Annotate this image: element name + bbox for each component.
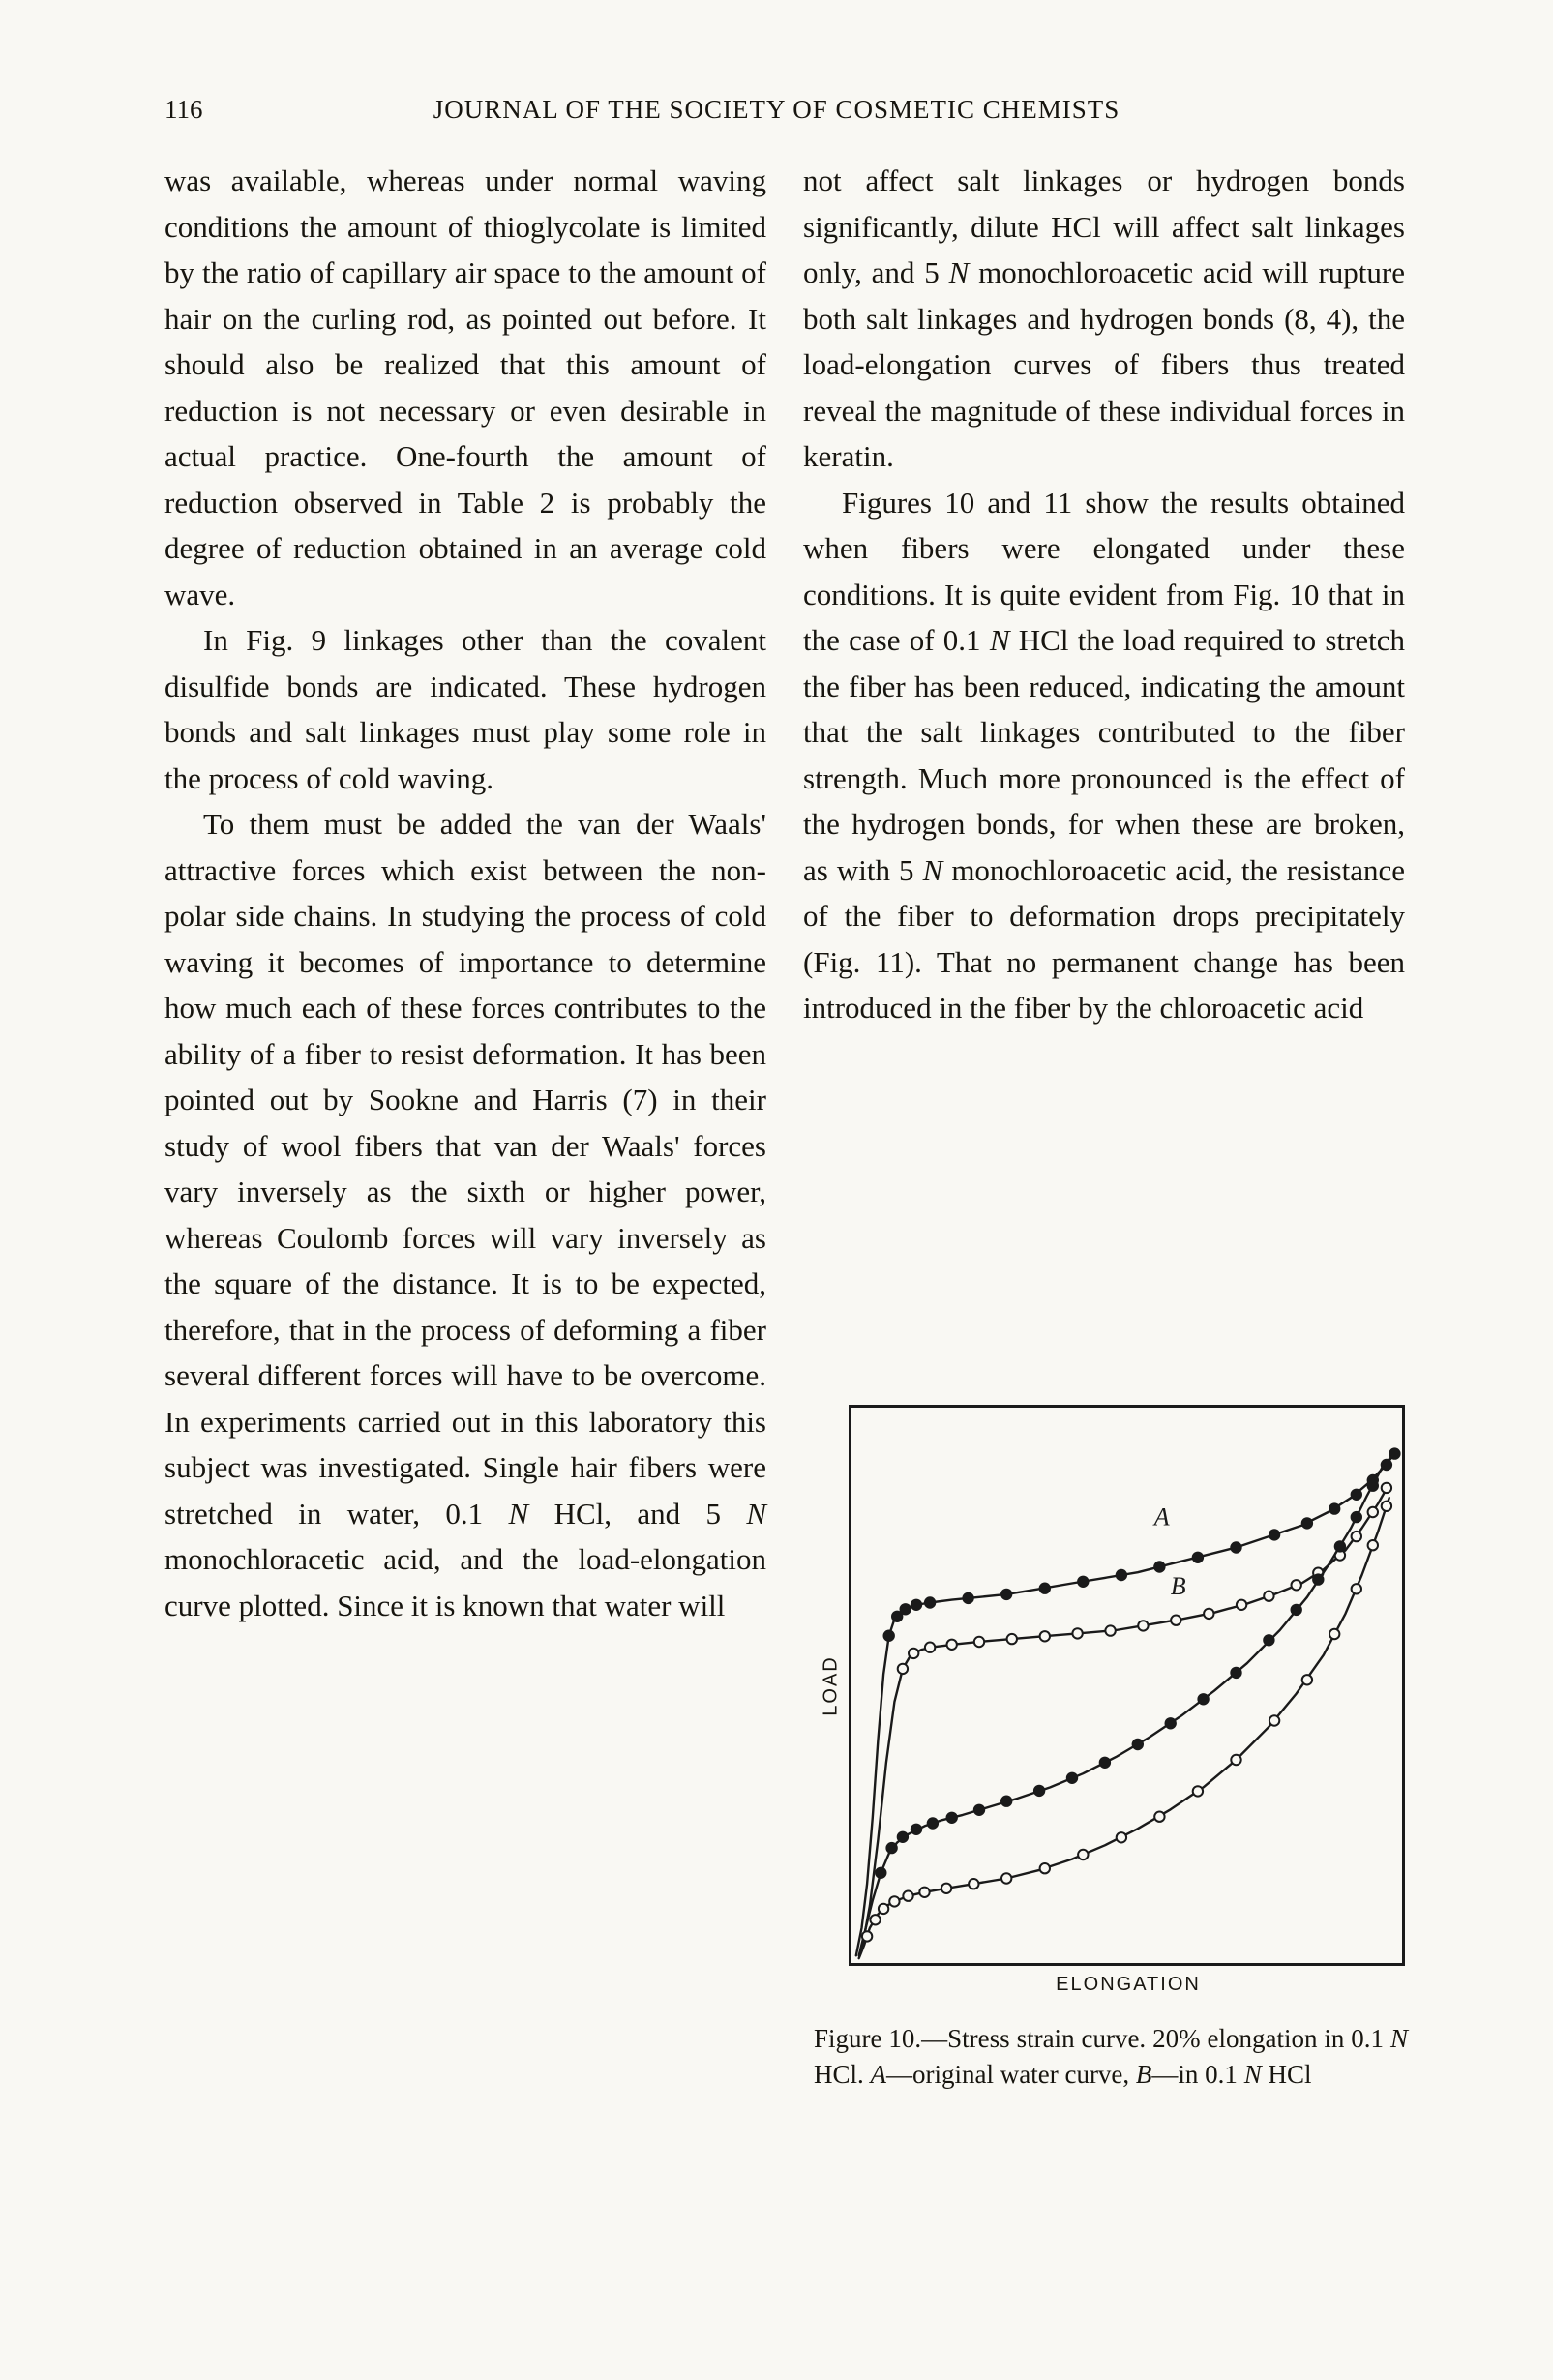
text-run: HCl the load required to stretch the fiber has been reduced, indicating the amount that the salt linkages contributed to the fiber strength. Much more pronounced is the effect of the hydrogen bonds, for when these are broken, as with 5	[803, 623, 1405, 887]
open-marker	[1040, 1863, 1050, 1873]
open-marker	[898, 1664, 908, 1674]
paragraph	[164, 801, 766, 1628]
open-marker	[1382, 1502, 1391, 1511]
filled-marker	[1264, 1635, 1273, 1645]
series-line	[859, 1498, 1389, 1958]
open-marker	[1007, 1634, 1017, 1644]
filled-marker	[1001, 1797, 1011, 1806]
filled-marker	[1034, 1786, 1044, 1796]
paragraph	[164, 617, 766, 801]
text-run: Figures 10 and 11 show the results obtained when fibers were elongated under these conditions. It is quite evident from Fig. 10 that in the case of 0.1	[803, 485, 1405, 657]
filled-marker	[901, 1604, 911, 1614]
figure-plot-area	[814, 1405, 1408, 1966]
open-marker	[1352, 1532, 1361, 1541]
text-run: Figure 10.—Stress strain curve. 20% elongation in 0.1	[814, 2024, 1390, 2053]
open-marker	[919, 1888, 929, 1897]
text-run: To them must be added the van der Waals' attractive forces which exist between the non-polar side chains. In studying the process of cold waving it becomes of importance to determine how much each of these forces contributes to the ability of a fiber to resist deformation. It has been pointed out by Sookne and Harris (7) in their study of wool fibers that van der Waals' forces vary inversely as the sixth or higher power, whereas Coulomb forces will vary inversely as the square of the distance. It is to be expected, therefore, that in the process of deforming a fiber several different forces will have to be overcome. In experiments carried out in this laboratory this subject was investigated. Single hair fibers were stretched in water, 0.1	[164, 807, 766, 1531]
open-marker	[1193, 1786, 1203, 1796]
open-marker	[1368, 1540, 1378, 1550]
filled-marker	[898, 1832, 908, 1842]
open-marker	[879, 1904, 888, 1914]
open-marker	[1072, 1628, 1082, 1638]
curve-label-A: A	[1153, 1502, 1170, 1532]
text-run: —in 0.1	[1151, 2060, 1244, 2089]
open-marker	[1382, 1483, 1391, 1493]
open-marker	[969, 1879, 978, 1889]
filled-marker	[911, 1825, 921, 1834]
curve-label-B: B	[1170, 1571, 1186, 1600]
open-marker	[1237, 1600, 1246, 1610]
open-marker	[1264, 1592, 1273, 1601]
filled-marker	[1133, 1740, 1143, 1749]
filled-marker	[1329, 1503, 1339, 1513]
filled-marker	[1352, 1490, 1361, 1500]
italic-text-run: N	[989, 623, 1010, 657]
open-marker	[1171, 1616, 1180, 1625]
open-marker	[1040, 1631, 1050, 1641]
open-marker	[1269, 1715, 1279, 1725]
filled-marker	[1040, 1584, 1050, 1593]
italic-text-run: N	[508, 1496, 529, 1531]
paragraph	[803, 158, 1405, 480]
italic-text-run: N	[1243, 2060, 1262, 2089]
open-marker	[1138, 1621, 1148, 1630]
filled-marker	[974, 1805, 984, 1815]
open-marker	[862, 1931, 872, 1941]
journal-title: JOURNAL OF THE SOCIETY OF COSMETIC CHEMISTS	[433, 95, 1120, 124]
open-marker	[1001, 1873, 1011, 1883]
filled-marker	[892, 1612, 902, 1621]
filled-marker	[1166, 1718, 1176, 1728]
italic-text-run: A	[870, 2060, 887, 2089]
chart-canvas	[849, 1405, 1405, 1966]
x-axis-label: ELONGATION	[1056, 1974, 1201, 1995]
filled-marker	[1154, 1562, 1164, 1571]
text-run: not affect salt linkages or hydrogen bonds significantly, dilute HCl will affect salt linkages only, and 5	[803, 164, 1405, 289]
open-marker	[1292, 1580, 1301, 1590]
filled-marker	[1198, 1694, 1208, 1704]
open-marker	[1105, 1625, 1115, 1635]
filled-marker	[884, 1631, 894, 1641]
text-run: In Fig. 9 linkages other than the covalent disulfide bonds are indicated. These hydrogen bonds and salt linkages must play some role in the process of cold waving.	[164, 623, 766, 795]
italic-text-run: N	[948, 255, 970, 289]
open-marker	[1154, 1812, 1164, 1822]
open-marker	[947, 1640, 957, 1650]
open-marker	[1302, 1675, 1312, 1684]
open-marker	[1329, 1629, 1339, 1639]
filled-marker	[1231, 1668, 1240, 1678]
y-axis-label: LOAD	[820, 1654, 842, 1716]
filled-marker	[886, 1843, 896, 1853]
open-marker	[889, 1896, 899, 1906]
filled-marker	[1117, 1570, 1126, 1580]
open-marker	[1352, 1584, 1361, 1593]
italic-text-run: B	[1135, 2060, 1152, 2089]
filled-marker	[1368, 1481, 1378, 1491]
filled-marker	[1067, 1773, 1077, 1783]
open-marker	[903, 1891, 912, 1901]
open-marker	[1204, 1609, 1213, 1619]
open-marker	[1368, 1507, 1378, 1517]
filled-marker	[1193, 1553, 1203, 1562]
text-run: monochloracetic acid, and the load-elongation curve plotted. Since it is known that water will	[164, 1542, 766, 1622]
text-run: HCl	[1261, 2060, 1312, 2089]
filled-marker	[1335, 1541, 1345, 1551]
filled-marker	[1100, 1758, 1110, 1768]
text-run: HCl, and 5	[528, 1496, 747, 1531]
paragraph	[803, 480, 1405, 1031]
text-run: —original water curve,	[886, 2060, 1136, 2089]
page-header	[0, 95, 1553, 134]
filled-marker	[1313, 1574, 1323, 1584]
italic-text-run: N	[746, 1496, 767, 1531]
left-column	[164, 158, 766, 1628]
y-axis-label-wrap	[814, 1405, 849, 1966]
stress-strain-chart	[849, 1405, 1405, 1966]
open-marker	[925, 1643, 935, 1652]
text-run: monochloroacetic acid will rupture both salt linkages and hydrogen bonds (8, 4), the load-elongation curves of fibers thus treated reveal the magnitude of these individual forces in keratin.	[803, 255, 1405, 473]
series-line	[856, 1454, 1395, 1956]
right-column	[803, 158, 1405, 1031]
text-run: was available, whereas under normal waving conditions the amount of thioglycolate is limited by the ratio of capillary air space to the amount of hair on the curling rod, as pointed out before. It should also be realized that this amount of reduction is not necessary or even desirable in actual practice. One-fourth the amount of reduction observed in Table 2 is probably the degree of reduction obtained in an average cold wave.	[164, 164, 766, 611]
open-marker	[1117, 1832, 1126, 1842]
text-run: HCl.	[814, 2060, 871, 2089]
series-line	[859, 1454, 1395, 1956]
filled-marker	[1352, 1512, 1361, 1522]
filled-marker	[1269, 1530, 1279, 1539]
italic-text-run: N	[922, 852, 943, 887]
open-marker	[974, 1637, 984, 1647]
filled-marker	[911, 1600, 921, 1610]
open-marker	[1231, 1755, 1240, 1765]
page-number: 116	[164, 95, 203, 124]
figure-caption	[814, 2021, 1408, 2093]
italic-text-run: N	[1389, 2024, 1408, 2053]
filled-marker	[1001, 1590, 1011, 1599]
filled-marker	[947, 1813, 957, 1823]
filled-marker	[1231, 1542, 1240, 1552]
open-marker	[870, 1915, 880, 1924]
figure-10	[814, 1405, 1408, 2093]
filled-marker	[963, 1593, 972, 1603]
paragraph	[164, 158, 766, 617]
filled-marker	[1302, 1518, 1312, 1528]
filled-marker	[1292, 1605, 1301, 1615]
filled-marker	[925, 1597, 935, 1607]
filled-marker	[876, 1868, 885, 1878]
open-marker	[1078, 1850, 1088, 1859]
open-marker	[909, 1649, 918, 1658]
filled-marker	[928, 1818, 938, 1828]
open-marker	[941, 1884, 951, 1893]
series-line	[862, 1484, 1389, 1950]
filled-marker	[1078, 1577, 1088, 1587]
text-run: monochloroacetic acid, the resistance of the fiber to deformation drops precipitately (Fig. 11). That no permanent change has been introduced in the fiber by the chloroacetic acid	[803, 852, 1405, 1025]
